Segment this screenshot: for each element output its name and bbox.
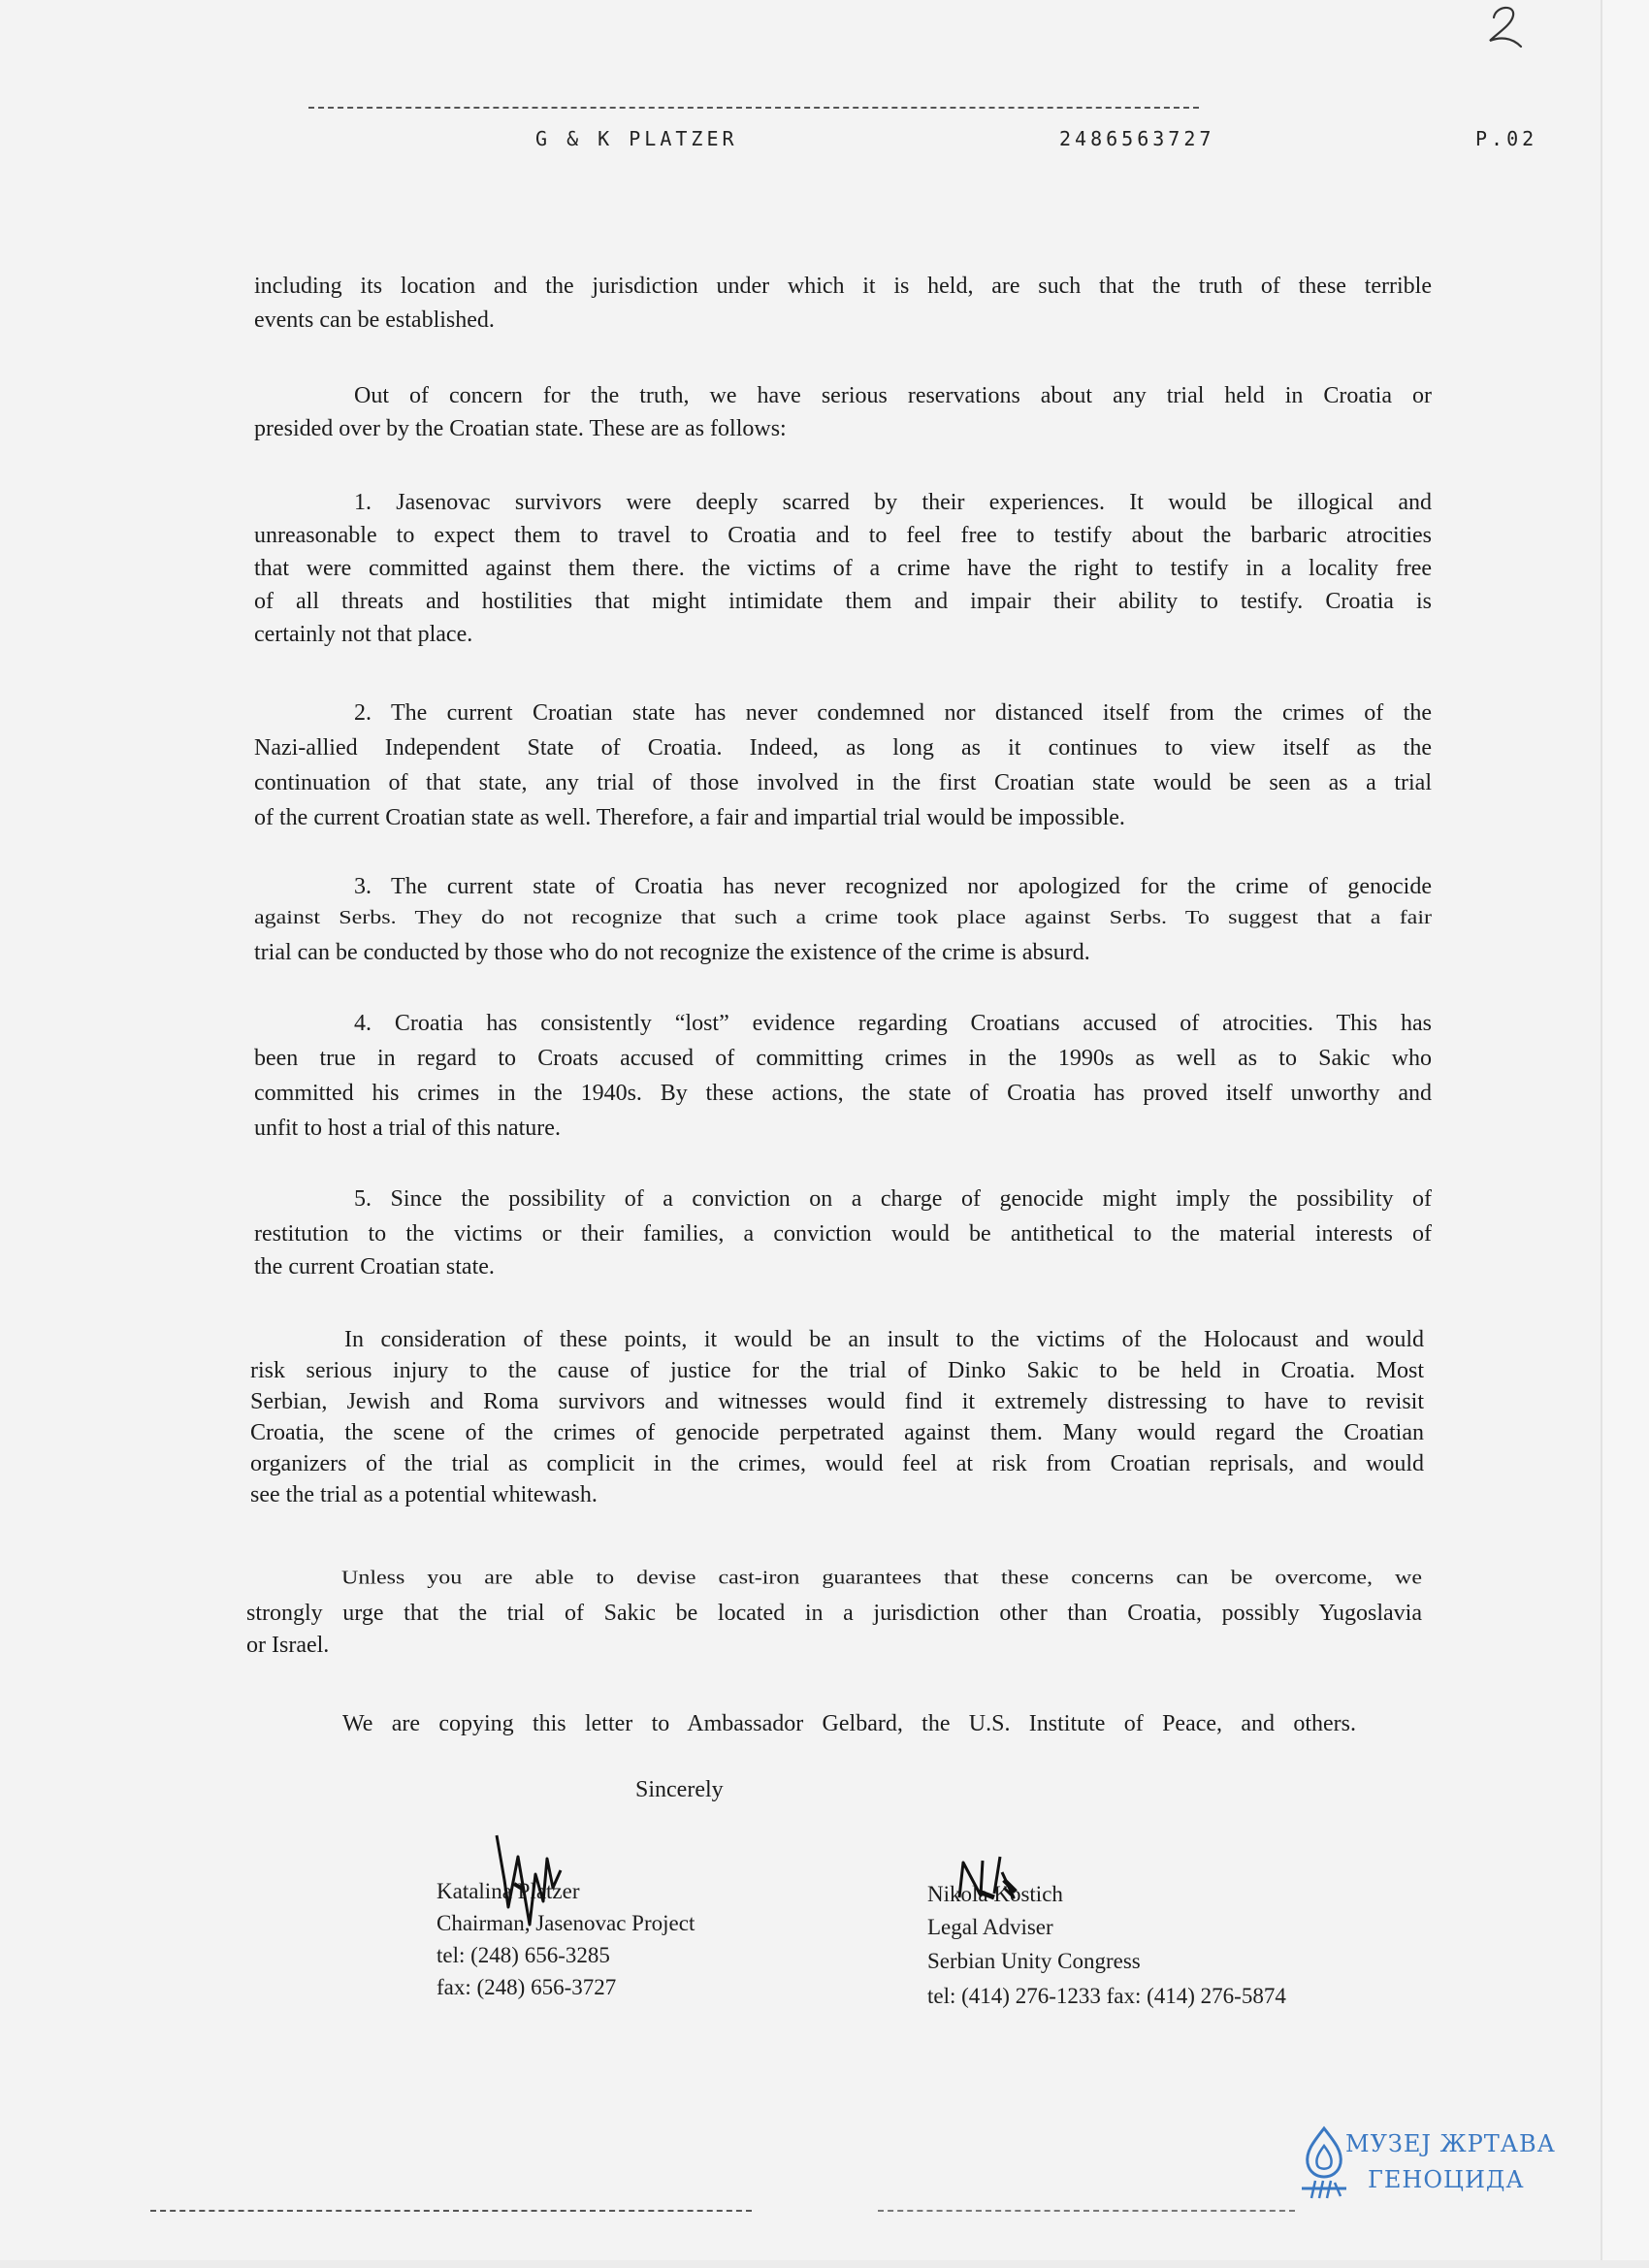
- point-1-line: unreasonable to expect them to travel to Croatia and to feel free to testify about the barbaric atrocities: [254, 523, 1432, 548]
- point-3-line: against Serbs. They do not recognize that such a crime took place against Serbs. To suggest that a fair: [254, 907, 1432, 928]
- point-4-line: been true in regard to Croats accused of committing crimes in the 1990s as well as to Sakic who: [254, 1046, 1432, 1071]
- signature-nikola-kostich: [955, 1853, 1043, 1911]
- consideration-line: Serbian, Jewish and Roma survivors and witnesses would find it extremely distressing to have to revisit: [250, 1389, 1424, 1414]
- paper-edge: [1600, 0, 1649, 2268]
- closing: Sincerely: [635, 1777, 724, 1802]
- point-5-line: restitution to the victims or their families, a conviction would be antithetical to the material interests of: [254, 1221, 1432, 1247]
- signatory-1-fax: fax: (248) 656-3727: [436, 1975, 617, 1999]
- consideration-line: Croatia, the scene of the crimes of genocide perpetrated against them. Many would regard the Croatian: [250, 1420, 1424, 1445]
- copy-line: We are copying this letter to Ambassador Gelbard, the U.S. Institute of Peace, and others.: [342, 1711, 1356, 1736]
- consideration-line: In consideration of these points, it would be an insult to the victims of the Holocaust and would: [344, 1327, 1424, 1352]
- signatory-1-name: Katalina Platzer: [436, 1879, 580, 1903]
- museum-flame-icon: [1300, 2124, 1348, 2202]
- body-line: including its location and the jurisdiction under which it is held, are such that the truth of these terrible: [254, 274, 1432, 299]
- point-4-line: unfit to host a trial of this nature.: [254, 1116, 561, 1141]
- consideration-line: see the trial as a potential whitewash.: [250, 1482, 598, 1507]
- point-2-line: of the current Croatian state as well. Therefore, a fair and impartial trial would be impossible.: [254, 805, 1125, 830]
- signatory-2-title: Legal Adviser: [927, 1915, 1053, 1939]
- point-5-line: 5. Since the possibility of a conviction on a charge of genocide might imply the possibility of: [354, 1186, 1432, 1212]
- point-1-line: certainly not that place.: [254, 622, 473, 647]
- body-line: Out of concern for the truth, we have serious reservations about any trial held in Croatia or: [354, 383, 1432, 408]
- point-2-line: continuation of that state, any trial of those involved in the first Croatian state would be seen as a trial: [254, 770, 1432, 795]
- signatory-2-contact: tel: (414) 276-1233 fax: (414) 276-5874: [927, 1984, 1286, 2008]
- fax-header-rule: [308, 107, 1199, 109]
- footer-rule-right: [878, 2210, 1295, 2212]
- point-1-line: of all threats and hostilities that might intimidate them and impair their ability to testify. Croatia is: [254, 589, 1432, 614]
- fax-sender: G & K PLATZER: [535, 127, 738, 150]
- point-4-line: 4. Croatia has consistently “lost” evidence regarding Croatians accused of atrocities. This has: [354, 1011, 1432, 1036]
- signatory-1-title: Chairman, Jasenovac Project: [436, 1911, 695, 1935]
- body-line: presided over by the Croatian state. These are as follows:: [254, 416, 787, 441]
- point-1-line: 1. Jasenovac survivors were deeply scarred by their experiences. It would be illogical and: [354, 490, 1432, 515]
- paper-bottom-edge: [0, 2260, 1649, 2268]
- unless-line: or Israel.: [246, 1633, 330, 1658]
- footer-rule-left: [150, 2210, 752, 2212]
- unless-line: Unless you are able to devise cast-iron guarantees that these concerns can be overcome, we: [341, 1567, 1422, 1589]
- consideration-line: organizers of the trial as complicit in the crimes, would feel at risk from Croatian reprisals, and would: [250, 1451, 1424, 1476]
- signatory-2-name: Nikola Kostich: [927, 1882, 1063, 1906]
- point-5-line: the current Croatian state.: [254, 1254, 495, 1280]
- point-1-line: that were committed against them there. the victims of a crime have the right to testify in a locality free: [254, 556, 1432, 581]
- fax-page-number: P.02: [1475, 127, 1538, 150]
- point-3-line: 3. The current state of Croatia has never recognized nor apologized for the crime of genocide: [354, 874, 1432, 899]
- point-2-line: 2. The current Croatian state has never condemned nor distanced itself from the crimes of the: [354, 700, 1432, 726]
- signature-katalina-platzer: [485, 1831, 601, 1938]
- museum-stamp-line-1: МУЗЕЈ ЖРТАВА: [1345, 2130, 1556, 2157]
- museum-stamp-line-2: ГЕНОЦИДА: [1368, 2166, 1525, 2193]
- point-2-line: Nazi-allied Independent State of Croatia. Indeed, as long as it continues to view itself as the: [254, 735, 1432, 761]
- unless-line: strongly urge that the trial of Sakic be located in a jurisdiction other than Croatia, possibly Yugoslavia: [246, 1601, 1422, 1626]
- point-3-line: trial can be conducted by those who do not recognize the existence of the crime is absurd.: [254, 940, 1090, 965]
- handwritten-page-number: [1486, 0, 1525, 58]
- signatory-1-tel: tel: (248) 656-3285: [436, 1943, 610, 1967]
- point-4-line: committed his crimes in the 1940s. By these actions, the state of Croatia has proved itself unworthy and: [254, 1081, 1432, 1106]
- consideration-line: risk serious injury to the cause of justice for the trial of Dinko Sakic to be held in Croatia. Most: [250, 1358, 1424, 1383]
- fax-number: 2486563727: [1059, 127, 1215, 150]
- body-line: events can be established.: [254, 308, 495, 333]
- signatory-2-org: Serbian Unity Congress: [927, 1949, 1141, 1973]
